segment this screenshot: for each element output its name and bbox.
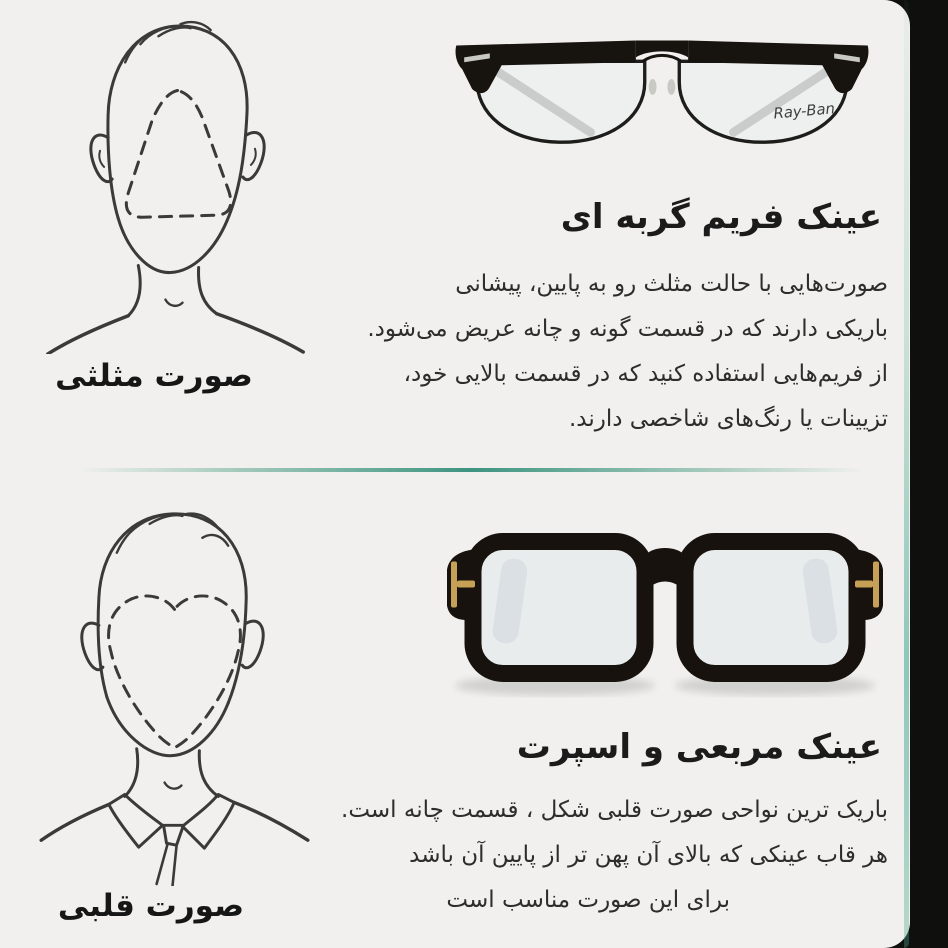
triangular-face-illustration xyxy=(28,2,323,354)
section-heading-square: عینک مربعی و اسپرت xyxy=(516,727,882,767)
dashed-triangle-overlay xyxy=(126,91,230,218)
section-body-square xyxy=(320,788,888,923)
face-label-triangular: صورت مثلثی xyxy=(55,358,253,394)
heart-face-illustration xyxy=(22,498,327,886)
section-divider xyxy=(78,468,863,472)
section-heading-cat-eye: عینک فریم گربه ای xyxy=(560,197,882,237)
right-dark-band xyxy=(910,0,948,948)
section-body-cat-eye xyxy=(320,262,888,442)
square-glasses xyxy=(435,512,895,710)
body-line: هر قاب عینکی که بالای آن پهن تر از پایین آن باشد xyxy=(409,842,888,868)
triangular-face-sketch xyxy=(28,2,323,354)
body-line: باریک ترین نواحی صورت قلبی شکل ، قسمت چانه است. xyxy=(341,797,888,823)
face-label-heart: صورت قلبی xyxy=(57,888,245,924)
heart-face-sketch xyxy=(22,498,327,886)
rayban-logo-script: Ray-Ban xyxy=(772,100,836,123)
body-line: باریکی دارند که در قسمت گونه و چانه عریض می‌شود. xyxy=(367,316,888,342)
dashed-heart-overlay xyxy=(109,596,241,748)
body-line: تزیینات یا رنگ‌های شاخصی دارند. xyxy=(568,406,888,432)
teal-edge-accent xyxy=(904,0,909,948)
body-line: برای این صورت مناسب است xyxy=(446,887,730,913)
square-glasses-image xyxy=(435,512,895,710)
browline-glasses-image xyxy=(438,8,886,156)
clubmaster-glasses xyxy=(438,8,886,156)
body-line: صورت‌هایی با حالت مثلث رو به پایین، پیشانی xyxy=(455,271,888,297)
body-line: از فریم‌هایی استفاده کنید که در قسمت بالایی خود، xyxy=(403,361,888,387)
